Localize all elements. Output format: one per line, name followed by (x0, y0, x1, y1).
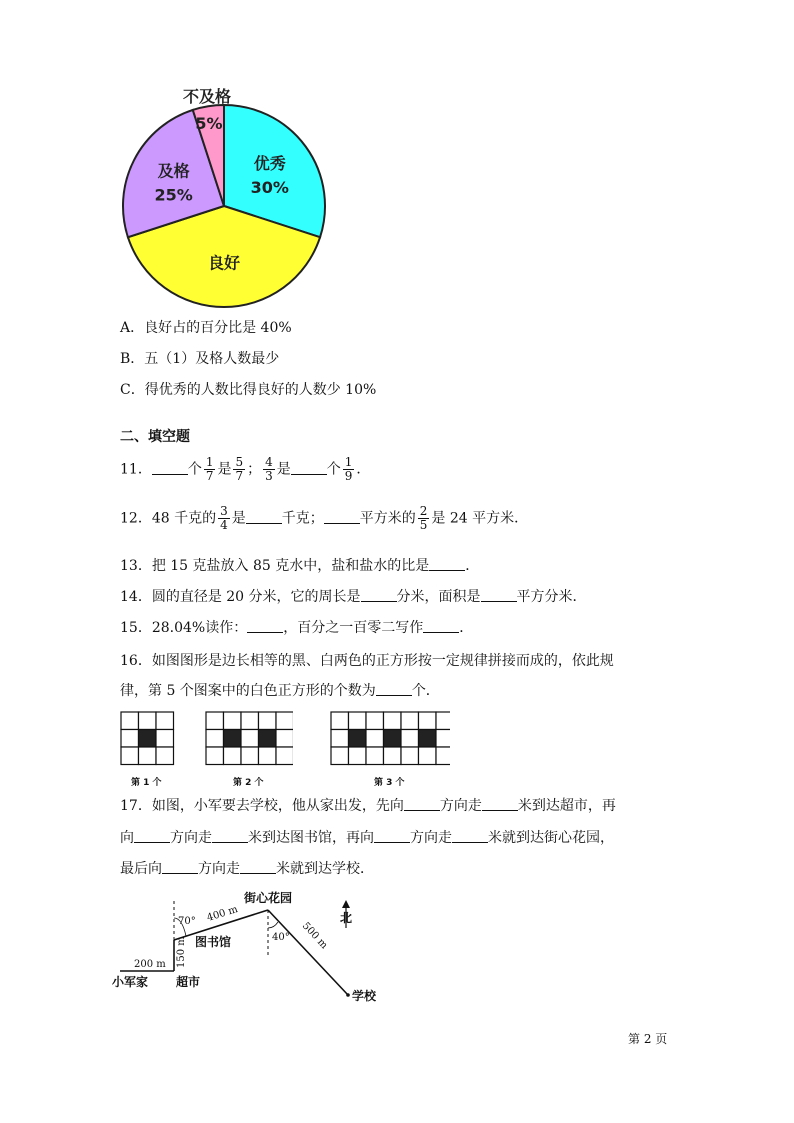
question-15: 15．28.04%读作： ，百分之一百零二写作 ． (120, 620, 474, 636)
white-square (276, 747, 293, 765)
answer-blank[interactable] (481, 587, 517, 602)
angle-label-40: 40° (272, 932, 290, 943)
black-square (349, 730, 367, 748)
label-library: 图书馆 (195, 935, 232, 949)
white-square (206, 730, 224, 748)
question-13: 13．把 15 克盐放入 85 克水中，盐和盐水的比是 ． (120, 558, 480, 574)
answer-blank[interactable] (404, 796, 440, 811)
option-b: B．五（1）及格人数最少 (120, 351, 280, 367)
black-square (259, 730, 277, 748)
white-square (384, 712, 402, 730)
question-16-line2: 律，第 5 个图案中的白色正方形的个数为 个． (120, 683, 440, 699)
white-square (331, 712, 349, 730)
black-square (384, 730, 402, 748)
figure-1-caption: 第 1 个 (131, 778, 162, 788)
answer-blank[interactable] (291, 460, 327, 475)
question-17-line1: 17．如图，小军要去学校，他从家出发，先向 方向走 米到达超市，再 (120, 798, 616, 814)
angle-arc-40 (268, 922, 278, 928)
section-title: 二、填空题 (120, 429, 190, 445)
question-12: 12．48 千克的 $\frac{3}{4}$ 是 千克； 平方米的 $\frac{2}{5}$ 是 24 平方米． (120, 504, 529, 532)
question-14: 14．圆的直径是 20 分米，它的周长是 分米，面积是 平方分米． (120, 589, 587, 605)
option-c: C．得优秀的人数比得良好的人数少 10% (120, 382, 377, 398)
fraction: $\frac{3}{4}$ (220, 504, 228, 532)
answer-blank[interactable] (134, 828, 170, 843)
question-11: 11． 个 $\frac{1}{7}$ 是 $\frac{5}{7}$ ； $\frac{4}{3}$ 是 个 $\frac{1}{9}$ ． (120, 455, 371, 483)
distance-library-garden: 400 m (205, 904, 240, 924)
white-square (156, 730, 174, 748)
white-square (241, 747, 259, 765)
white-square (241, 712, 259, 730)
pie-value-2: 25% (154, 185, 193, 205)
school-point (346, 993, 350, 997)
page-number: 第 2 页 (628, 1032, 668, 1046)
white-square (121, 712, 139, 730)
white-square (331, 747, 349, 765)
white-square (206, 712, 224, 730)
answer-blank[interactable] (246, 509, 282, 524)
pie-label-1: 良好 (207, 253, 241, 273)
distance-market-library: 150 m (176, 936, 187, 968)
label-school: 学校 (352, 989, 377, 1003)
white-square (121, 730, 139, 748)
white-square (156, 712, 174, 730)
white-square (401, 730, 419, 748)
figure-2-caption: 第 2 个 (233, 778, 264, 788)
pie-label-0: 优秀 (253, 153, 286, 173)
white-square (436, 712, 450, 730)
white-square (331, 730, 349, 748)
white-square (139, 712, 157, 730)
white-square (241, 730, 259, 748)
distance-home-market: 200 m (134, 959, 166, 970)
white-square (276, 712, 293, 730)
route-map (112, 888, 392, 1006)
white-square (401, 747, 419, 765)
distance-garden-school: 500 m (299, 920, 330, 952)
answer-blank[interactable] (452, 828, 488, 843)
white-square (401, 712, 419, 730)
question-17-line2: 向 方向走 米到达图书馆，再向 方向走 米就到达街心花园， (120, 830, 614, 846)
white-square (276, 730, 293, 748)
white-square (259, 712, 277, 730)
angle-label-70: 70° (178, 916, 196, 927)
answer-blank[interactable] (247, 618, 283, 633)
white-square (156, 747, 174, 765)
pie-chart (118, 84, 330, 310)
white-square (366, 730, 384, 748)
white-square (366, 712, 384, 730)
pie-value-3: 5% (195, 114, 223, 133)
figure-3-caption: 第 3 个 (374, 778, 405, 788)
white-square (224, 712, 242, 730)
fraction: $\frac{1}{7}$ (205, 455, 214, 483)
pattern-figure-2 (205, 711, 293, 766)
white-square (121, 747, 139, 765)
pie-label-2: 及格 (157, 161, 190, 181)
pattern-figure-1 (120, 711, 176, 766)
answer-blank[interactable] (423, 618, 459, 633)
pie-label-3: 不及格 (182, 87, 231, 106)
answer-blank[interactable] (429, 556, 465, 571)
label-north: 北 (340, 911, 353, 925)
white-square (436, 747, 450, 765)
white-square (259, 747, 277, 765)
white-square (139, 747, 157, 765)
fraction: $\frac{4}{3}$ (265, 455, 273, 483)
label-home: 小军家 (112, 975, 149, 989)
answer-blank[interactable] (240, 859, 276, 874)
white-square (366, 747, 384, 765)
white-square (419, 747, 437, 765)
fraction: $\frac{2}{5}$ (419, 504, 428, 532)
black-square (419, 730, 437, 748)
answer-blank[interactable] (162, 859, 198, 874)
answer-blank[interactable] (482, 796, 518, 811)
answer-blank[interactable] (212, 828, 248, 843)
pie-value-0: 30% (250, 177, 289, 197)
white-square (349, 747, 367, 765)
answer-blank[interactable] (361, 587, 397, 602)
question-17-line3: 最后向 方向走 米就到达学校． (120, 861, 374, 877)
black-square (139, 730, 157, 748)
fraction: $\frac{5}{7}$ (235, 455, 244, 483)
north-arrow-head (342, 900, 350, 908)
white-square (436, 730, 450, 748)
black-square (224, 730, 242, 748)
fraction: $\frac{1}{9}$ (344, 455, 353, 483)
question-16-line1: 16．如图图形是边长相等的黑、白两色的正方形按一定规律拼接而成的，依此规 (120, 653, 614, 669)
answer-blank[interactable] (324, 509, 360, 524)
option-a: A．良好占的百分比是 40% (120, 320, 292, 336)
white-square (224, 747, 242, 765)
pattern-figure-3 (330, 711, 450, 766)
white-square (419, 712, 437, 730)
answer-blank[interactable] (152, 460, 188, 475)
answer-blank[interactable] (374, 828, 410, 843)
white-square (206, 747, 224, 765)
answer-blank[interactable] (376, 681, 412, 696)
white-square (349, 712, 367, 730)
white-square (384, 747, 402, 765)
label-garden: 街心花园 (244, 891, 293, 905)
label-market: 超市 (176, 975, 201, 989)
